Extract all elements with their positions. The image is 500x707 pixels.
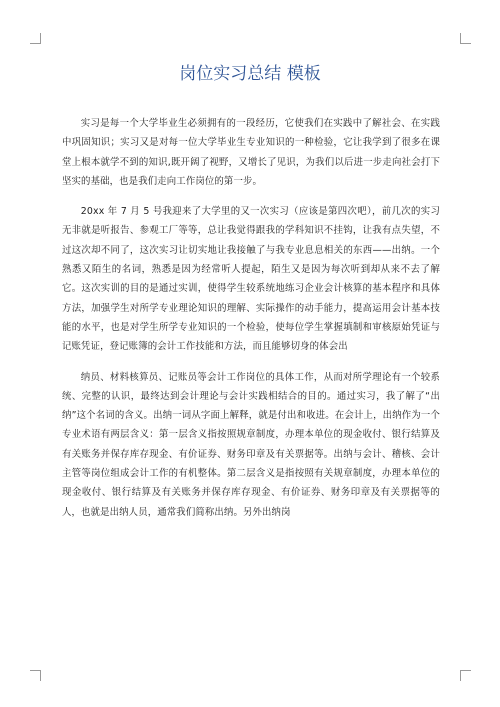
paragraph-internship-experience: 20xx 年 7 月 5 号我迎来了大学里的又一次实习（应该是第四次吧），前几次的实习无非就是听报告、参观工厂等等，总让我觉得跟我的学科知识不挂钩，让我有点失望，不过这次却不同了，这次实习让切实地让我接触了与我专业息息相关的东西——出纳。一个熟悉又陌生的名词，熟悉是因为经常听人提起，陌生又是因为每次听到却从来不去了解它。这次实训的目的是通过实训，使得学生较系统地练习企业会计核算的基本程序和具体方法，加强学生对所学专业理论知识的理解、实际操作的动手能力，提高运用会计基本技能的水平，也是对学生所学专业知识的一个检验，使每位学生掌握填制和审核原始凭证与记账凭证，登记账簿的会计工作技能和方法，而且能够切身的体会出 (62, 206, 440, 353)
paragraph-intro: 实习是每一个大学毕业生必须拥有的一段经历，它使我们在实践中了解社会、在实践中巩固知识；实习又是对每一位大学毕业生专业知识的一种检验，它让我学到了很多在课堂上根本就学不到的知识,既开阔了视野，又增长了见识，为我们以后进一步走向社会打下坚实的基础，也是我们走向工作岗位的第一步。 (62, 118, 440, 187)
page-corner-mark-bottom-left (30, 670, 41, 681)
document-title: 岗位实习总结 模板 (179, 64, 321, 84)
page-corner-mark-top-left (30, 33, 41, 44)
document-body (62, 114, 440, 533)
page-corner-mark-top-right (460, 33, 471, 44)
page-corner-mark-bottom-right (460, 670, 471, 681)
paragraph-cashier-role: 纳员、材料核算员、记账员等会计工作岗位的具体工作，从而对所学理论有一个较系统、完整的认识，最终达到会计理论与会计实践相结合的目的。通过实习，我了解了“出纳”这个名词的含义。出纳一词从字面上解释，就是付出和收进。在会计上，出纳作为一个专业术语有两层含义：第一层含义指按照规章制度，办理本单位的现金收付、银行结算及有关账务并保存库存现金、有价证券、财务印章及有关票据等。出纳与会计、稽核、会计主管等岗位组成会计工作的有机整体。第二层含义是指按照有关规章制度，办理本单位的现金收付、银行结算及有关账务并保存库存现金、有价证券、财务印章及有关票据等的人，也就是出纳人员，通常我们简称出纳。另外出纳岗 (62, 371, 440, 518)
